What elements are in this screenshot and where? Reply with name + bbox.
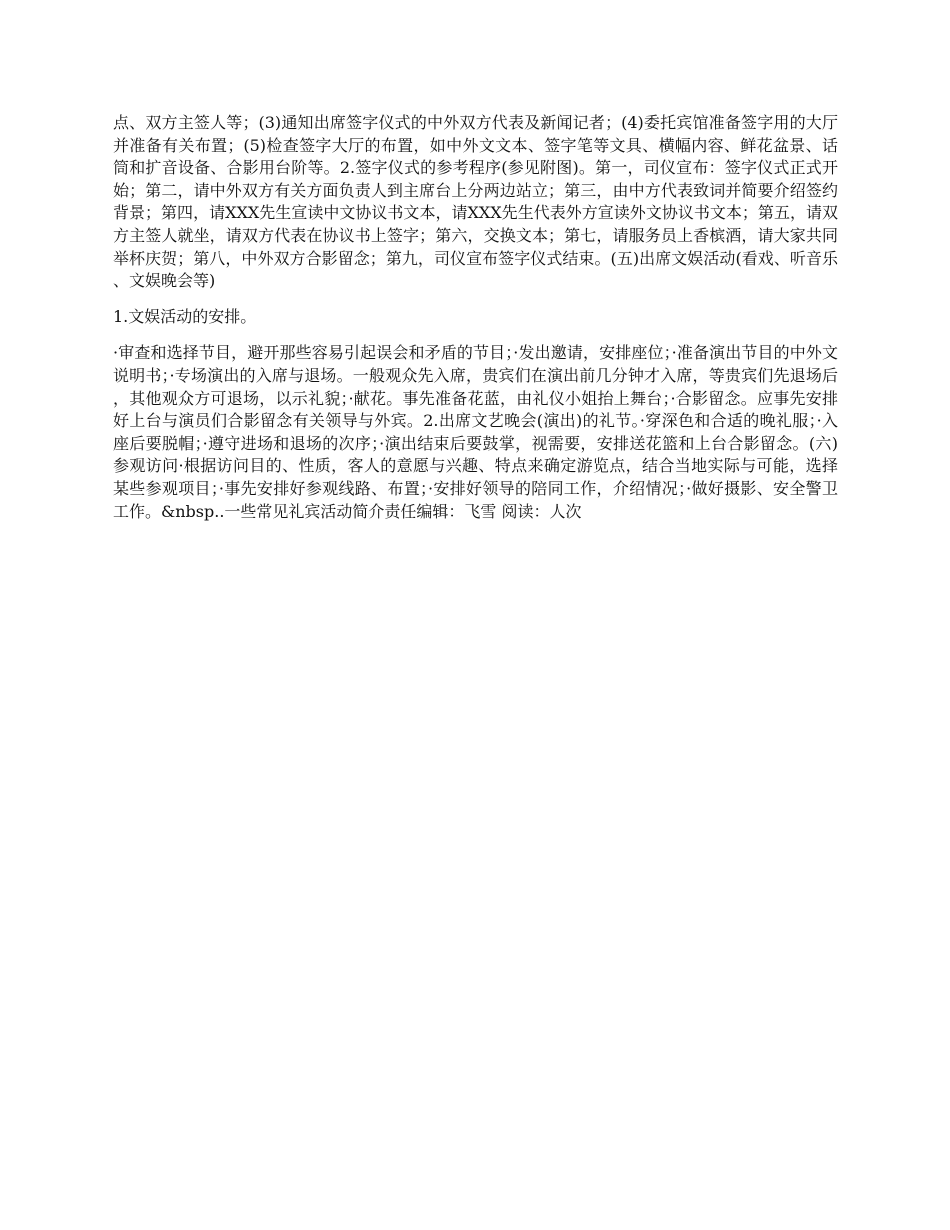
paragraph-entertainment-details: ·审查和选择节目，避开那些容易引起误会和矛盾的节目；·发出邀请，安排座位；·准备演出节目的中外文说明书；·专场演出的入席与退场。一般观众先入席，贵宾们在演出前几分钟才入席，等贵宾们先退场后，其他观众方可退场，以示礼貌；·献花。事先准备花蓝，由礼仪小姐抬上舞台；·合影留念。应事先安排好上台与演员们合影留念有关领导与外宾。2.出席文艺晚会(演出)的礼节。·穿深色和合适的晚礼服；·入座后要脱帽；·遵守进场和退场的次序；·演出结束后要鼓掌，视需要，安排送花篮和上台合影留念。(六)参观访问·根据访问目的、性质，客人的意愿与兴趣、特点来确定游览点，结合当地实际与可能，选择某些参观项目；·事先安排好参观线路、布置；·安排好领导的陪同工作，介绍情况；·做好摄影、安全警卫工作。&nbsp..一些常见礼宾活动简介责任编辑：飞雪 阅读：人次 (113, 343, 838, 521)
paragraph-entertainment-heading: 1.文娱活动的安排。 (113, 306, 257, 326)
paragraph-signing-ceremony: 点、双方主签人等；(3)通知出席签字仪式的中外双方代表及新闻记者；(4)委托宾馆准备签字用的大厅并准备有关布置；(5)检查签字大厅的布置，如中外文文本、签字笔等文具、横幅内容、鲜花盆景、话筒和扩音设备、合影用台阶等。2.签字仪式的参考程序(参见附图)。第一，司仪宣布：签字仪式正式开始；第二，请中外双方有关方面负责人到主席台上分两边站立；第三，由中方代表致词并简要介绍签约背景；第四，请XXX先生宣读中文协议书文本，请XXX先生代表外方宣读外文协议书文本；第五，请双方主签人就坐，请双方代表在协议书上签字；第六，交换文本；第七，请服务员上香槟酒，请大家共同举杯庆贺；第八，中外双方合影留念；第九，司仪宣布签字仪式结束。(五)出席文娱活动(看戏、听音乐、文娱晚会等) (113, 113, 838, 291)
document-body (113, 112, 838, 523)
